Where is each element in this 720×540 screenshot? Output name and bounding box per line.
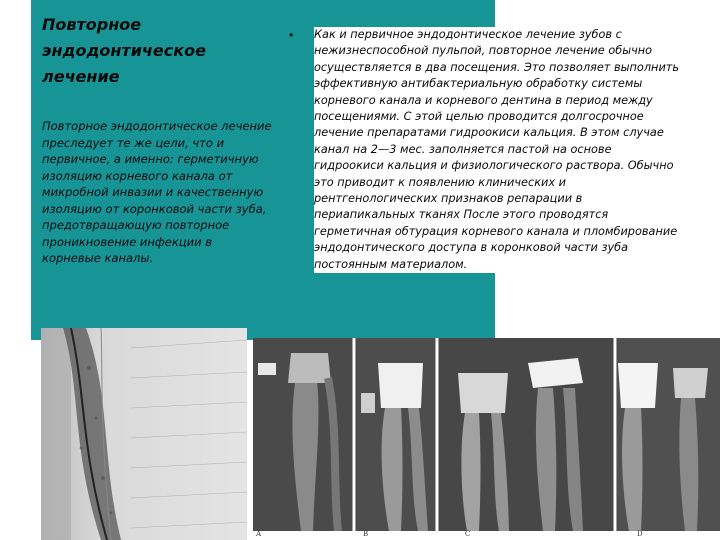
xray-panel-c	[439, 338, 614, 531]
xray-panel-a	[253, 338, 353, 531]
xray-label-a: A	[256, 530, 262, 538]
left-description-text: Повторное эндодонтическое лечение преследует те же цели, что и первичное, а именно: герметичную изоляцию корневого канала от микробной инвазии и качественную изоляцию от коронковой части зуба, предотвращающую повторное проникновение инфекции в корневые каналы.	[42, 119, 272, 265]
xray-label-d: D	[637, 530, 643, 538]
histology-micrograph	[41, 328, 247, 540]
xray-label-b: B	[363, 530, 369, 538]
xray-radiographs	[253, 338, 720, 531]
slide-title: Повторное эндодонтическое лечение	[42, 15, 206, 86]
histology-image	[41, 328, 247, 540]
xray-panel-d	[617, 338, 720, 531]
right-description-text: Как и первичное эндодонтическое лечение зубов с нежизнеспособной пульпой, повторное лечение обычно осуществляется в два посещения. Это позволяет выполнить эффективную антибактериальную обработку системы корневого канала и корневого дентина в период между посещениями. С этой целью проводится долгосрочное лечение препаратами гидроокиси кальция. В этом случае канал на 2—3 мес. заполняется пастой на основе гидроокиси кальция и физиологического раствора. Обычно это приводит к появлению клинических и рентгенологических признаков репарации в периапикальных тканях После этого проводятся герметичная обтурация корневого канала и пломбирование эндодонтического доступа в коронковой части зуба постоянным материалом.	[314, 27, 684, 273]
xray-label-c: C	[465, 530, 471, 538]
xray-panel-b	[356, 338, 436, 531]
xray-panel-labels	[253, 530, 720, 540]
xray-image	[253, 338, 720, 531]
bullet-marker: •	[289, 28, 294, 42]
